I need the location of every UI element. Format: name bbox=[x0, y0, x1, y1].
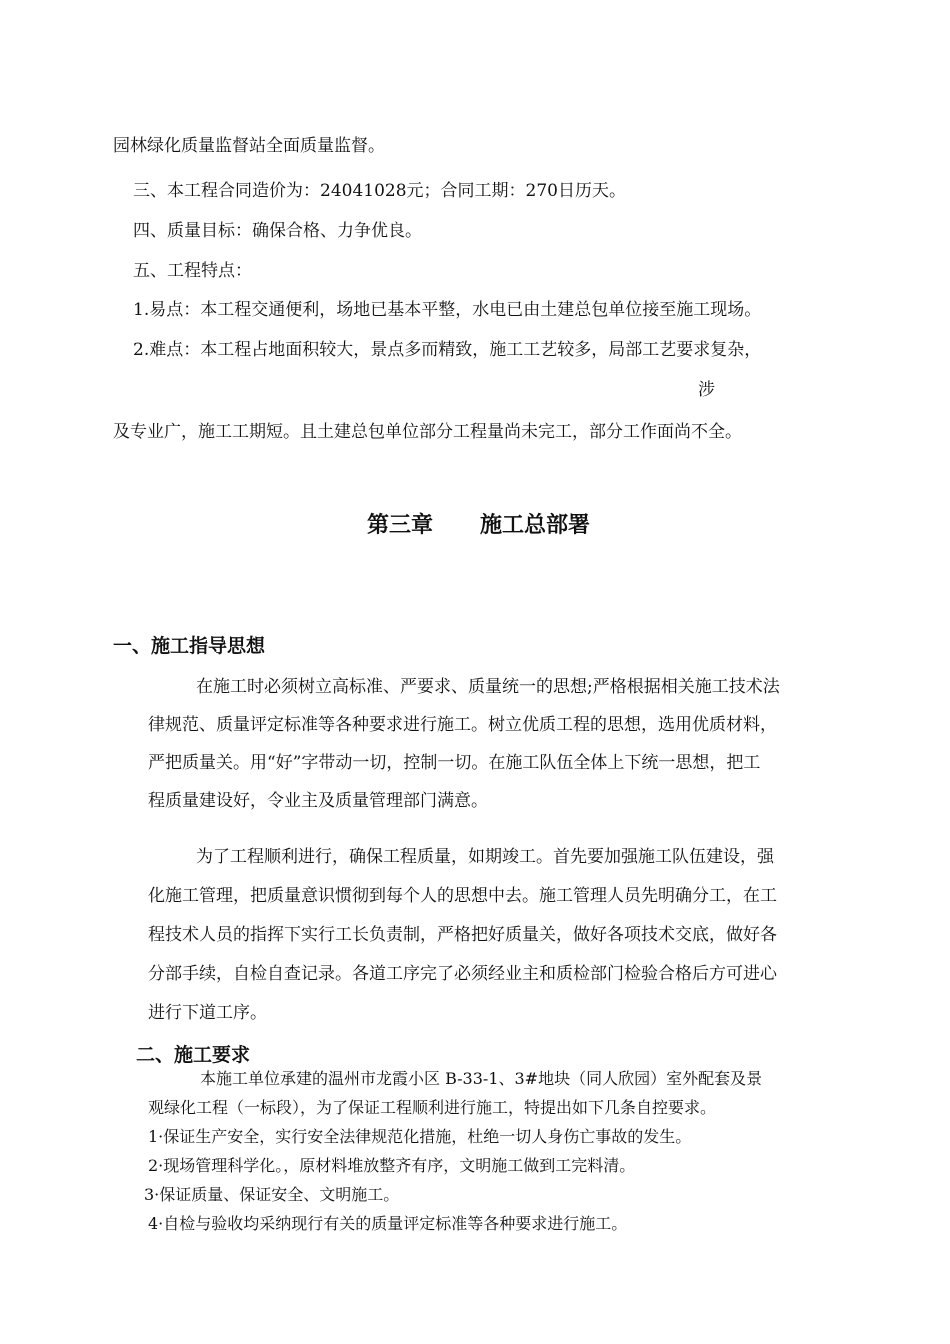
requirement-item: 4·自检与验收均采纳现行有关的质量评定标准等各种要求进行施工。 bbox=[148, 1214, 628, 1233]
chapter-title: 施工总部署 bbox=[480, 513, 591, 538]
feature-point-2-wrap: 涉 bbox=[698, 380, 715, 400]
requirement-item: 3·保证质量、保证安全、文明施工。 bbox=[144, 1185, 400, 1204]
section-1-para-2-line: 化施工管理，把质量意识惯彻到每个人的思想中去。施工管理人员先明确分工，在工 bbox=[148, 886, 777, 906]
section-1-para-2-line: 程技术人员的指挥下实行工长负责制，严格把好质量关，做好各项技术交底，做好各 bbox=[148, 925, 777, 945]
section-1-para-1-line: 程质量建设好，令业主及质量管理部门满意。 bbox=[148, 791, 488, 811]
feature-point-2-line-1: 2.难点：本工程占地面积较大，景点多而精致，施工工艺较多，局部工艺要求复杂， bbox=[133, 340, 762, 360]
section-1-para-1-line: 律规范、质量评定标准等各种要求进行施工。树立优质工程的思想，选用优质材料， bbox=[148, 715, 777, 735]
feature-point-2-line-2: 及专业广，施工工期短。且土建总包单位部分工程量尚未完工，部分工作面尚不全。 bbox=[113, 422, 742, 442]
section-2-heading: 二、施工要求 bbox=[136, 1044, 251, 1066]
requirement-item: 2·现场管理科学化。，原材料堆放整齐有序，文明施工做到工完料清。 bbox=[148, 1156, 636, 1175]
overview-continued-line: 园林绿化质量监督站全面质量监督。 bbox=[113, 136, 385, 156]
overview-item-5: 五、工程特点： bbox=[133, 261, 252, 281]
section-1-para-1-line: 在施工时必须树立高标准、严要求、质量统一的思想;严格根据相关施工技术法 bbox=[196, 677, 780, 697]
overview-item-4: 四、质量目标：确保合格、力争优良。 bbox=[133, 221, 422, 241]
chapter-number: 第三章 bbox=[367, 513, 434, 538]
section-1-para-2-line: 分部手续，自检自查记录。各道工序完了必须经业主和质检部门检验合格后方可进心 bbox=[148, 964, 777, 984]
requirement-item: 1·保证生产安全，实行安全法律规范化措施，杜绝一切人身伤亡事故的发生。 bbox=[148, 1127, 692, 1146]
section-1-para-2-line: 进行下道工序。 bbox=[148, 1003, 267, 1023]
section-2-intro-line: 本施工单位承建的温州市龙霞小区 B-33-1、3#地块（同人欣园）室外配套及景 bbox=[200, 1069, 763, 1088]
overview-item-3: 三、本工程合同造价为：24041028元；合同工期：270日历天。 bbox=[133, 181, 626, 201]
section-2-intro-line: 观绿化工程（一标段），为了保证工程顺利进行施工，特提出如下几条自控要求。 bbox=[148, 1098, 717, 1117]
section-1-para-2-line: 为了工程顺利进行，确保工程质量，如期竣工。首先要加强施工队伍建设，强 bbox=[196, 847, 774, 867]
feature-point-1: 1.易点：本工程交通便利，场地已基本平整，水电已由土建总包单位接至施工现场。 bbox=[133, 300, 762, 320]
section-1-heading: 一、施工指导思想 bbox=[113, 635, 266, 657]
section-1-para-1-line: 严把质量关。用“好”字带动一切，控制一切。在施工队伍全体上下统一思想，把工 bbox=[148, 753, 761, 773]
